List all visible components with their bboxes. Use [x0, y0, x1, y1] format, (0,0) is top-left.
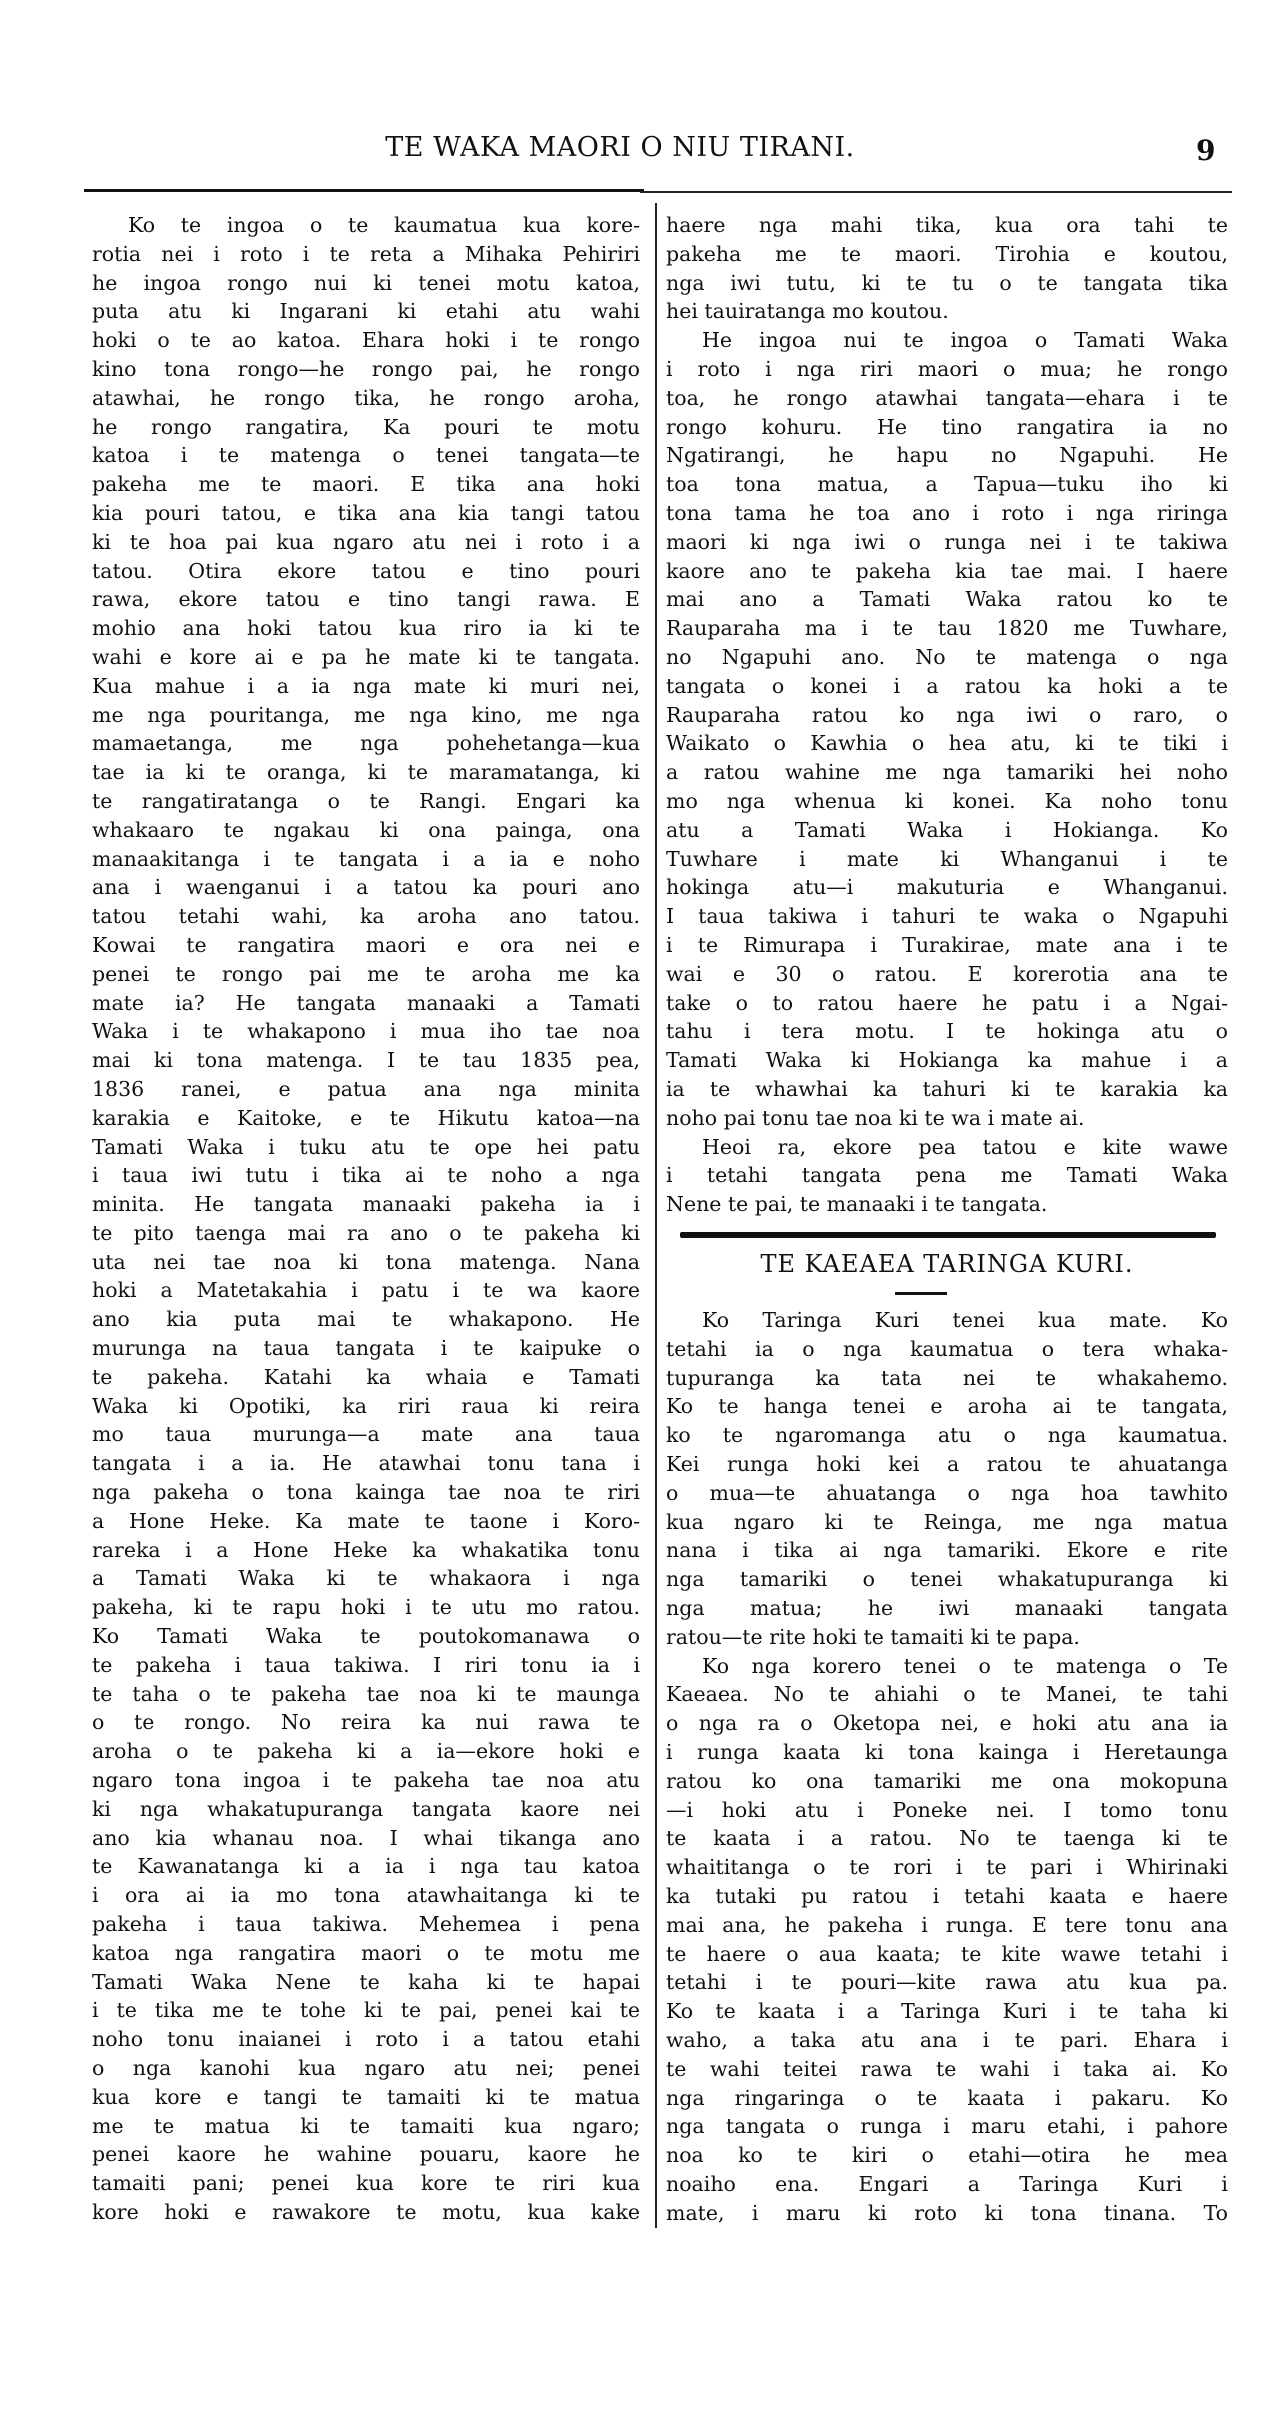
text-line: pakeha me te maori. E tika ana hoki — [92, 472, 640, 497]
text-line: i roto i nga riri maori o mua; he rongo — [666, 356, 1228, 381]
text-line: toa, he rongo atawhai tangata—ehara i te — [666, 385, 1228, 410]
text-line: Kowai te rangatira maori e ora nei e — [92, 932, 640, 957]
text-line: Ngatirangi, he hapu no Ngapuhi. He — [666, 443, 1228, 468]
text-line: rawa, ekore tatou e tino tangi rawa. E — [92, 587, 640, 612]
text-line: Nene te pai, te manaaki i te tangata. — [666, 1192, 1048, 1217]
header-rule — [640, 191, 1232, 193]
text-line: o mua—te ahuatanga o nga hoa tawhito — [666, 1480, 1228, 1505]
text-line: Tuwhare i mate ki Whanganui i te — [666, 846, 1228, 871]
text-line: Tamati Waka ki Hokianga ka mahue i a — [666, 1048, 1228, 1073]
text-line: Kei runga hoki kei a ratou te ahuatanga — [666, 1451, 1228, 1476]
text-line: waho, a taka atu ana i te pari. Ehara i — [666, 2027, 1228, 2052]
text-line: kia pouri tatou, e tika ana kia tangi tatou — [92, 500, 640, 525]
text-line: tahu i tera motu. I te hokinga atu o — [666, 1019, 1228, 1044]
text-line: whakaaro te ngakau ki ona painga, ona — [92, 817, 640, 842]
text-line: i taua iwi tutu i tika ai te noho a nga — [92, 1163, 640, 1188]
second-article-body — [666, 1306, 1228, 2228]
paragraph — [666, 1306, 1228, 1652]
text-line: rongo kohuru. He tino rangatira ia no — [666, 414, 1228, 439]
text-line: Ko Taringa Kuri tenei kua mate. Ko — [702, 1308, 1228, 1332]
text-line: a Hone Heke. Ka mate te taone i Koro- — [92, 1508, 640, 1533]
text-line: mai ano a Tamati Waka ratou ko te — [666, 587, 1228, 612]
text-line: he rongo rangatira, Ka pouri te motu — [92, 414, 640, 439]
text-line: nga pakeha o tona kainga tae noa te riri — [92, 1480, 640, 1505]
paragraph — [666, 1652, 1228, 2228]
text-line: Ko nga korero tenei o te matenga o Te — [702, 1653, 1228, 1678]
heading-rule — [895, 1292, 947, 1295]
text-line: noaiho ena. Engari a Taringa Kuri i — [666, 2171, 1228, 2196]
running-title: TE WAKA MAORI O NIU TIRANI. — [385, 132, 855, 163]
text-line: kua kore e tangi te tamaiti ki te matua — [92, 2084, 640, 2109]
text-line: Ko te hanga tenei e aroha ai te tangata, — [666, 1394, 1228, 1419]
text-line: ano kia whanau noa. I whai tikanga ano — [92, 1825, 640, 1850]
text-line: wahi e kore ai e pa he mate ki te tangata. — [92, 644, 640, 669]
text-line: he ingoa rongo nui ki tenei motu katoa, — [92, 270, 640, 295]
text-line: te haere o aua kaata; te kite wawe tetahi i — [666, 1941, 1228, 1966]
text-line: Tamati Waka i tuku atu te ope hei patu — [92, 1134, 640, 1159]
text-line: mate, i maru ki roto ki tona tinana. To — [666, 2200, 1228, 2225]
text-line: Rauparaha ratou ko nga iwi o raro, o — [666, 702, 1228, 727]
text-line: Heoi ra, ekore pea tatou e kite wawe — [702, 1134, 1228, 1159]
text-line: te rangatiratanga o te Rangi. Engari ka — [92, 788, 640, 813]
text-line: me te matua ki te tamaiti kua ngaro; — [92, 2113, 640, 2138]
text-line: manaakitanga i te tangata i a ia e noho — [92, 846, 640, 871]
paragraph — [666, 326, 1228, 1132]
paragraph — [92, 211, 640, 2227]
text-line: ratou ko ona tamariki me ona mokopuna — [666, 1768, 1228, 1793]
text-line: i ora ai ia mo tona atawhaitanga ki te — [92, 1883, 640, 1908]
text-line: tatou tetahi wahi, ka aroha ano tatou. — [92, 904, 640, 929]
text-line: Ko te kaata i a Taringa Kuri i te taha ki — [666, 1999, 1228, 2024]
text-line: a ratou wahine me nga tamariki hei noho — [666, 760, 1228, 785]
text-line: mohio ana hoki tatou kua riro ia ki te — [92, 616, 640, 641]
text-line: o te rongo. No reira ka nui rawa te — [92, 1710, 640, 1735]
text-line: te pito taenga mai ra ano o te pakeha ki — [92, 1220, 640, 1245]
paragraph — [666, 1133, 1228, 1219]
text-line: a Tamati Waka ki te whakaora i nga — [92, 1566, 640, 1591]
text-line: tangata o konei i a ratou ka hoki a te — [666, 673, 1228, 698]
text-line: 1836 ranei, e patua ana nga minita — [92, 1076, 640, 1101]
text-line: i te Rimurapa i Turakirae, mate ana i te — [666, 932, 1228, 957]
text-line: katoa i te matenga o tenei tangata—te — [92, 443, 640, 468]
text-line: nga iwi tutu, ki te tu o te tangata tika — [666, 270, 1228, 295]
page-number: 9 — [1196, 134, 1216, 167]
text-line: no Ngapuhi ano. No te matenga o nga — [666, 644, 1228, 669]
text-line: puta atu ki Ingarani ki etahi atu wahi — [92, 299, 640, 324]
text-line: hokinga atu—i makuturia e Whanganui. — [666, 875, 1228, 900]
text-line: pakeha i taua takiwa. Mehemea i pena — [92, 1912, 640, 1937]
text-line: ko te ngaromanga atu o nga kaumatua. — [666, 1423, 1228, 1448]
text-line: hei tauiratanga mo koutou. — [666, 299, 949, 324]
header-rule — [84, 189, 644, 192]
text-line: kaore ano te pakeha kia tae mai. I haere — [666, 558, 1228, 583]
text-line: kino tona rongo—he rongo pai, he rongo — [92, 356, 640, 381]
text-line: ia te whawhai ka tahuri ki te karakia ka — [666, 1076, 1228, 1101]
text-line: ka tutaki pu ratou i tetahi kaata e haere — [666, 1883, 1228, 1908]
text-line: Waka ki Opotiki, ka riri raua ki reira — [92, 1393, 640, 1418]
text-line: toa tona matua, a Tapua—tuku iho ki — [666, 472, 1228, 497]
text-line: rotia nei i roto i te reta a Mihaka Pehiriri — [92, 241, 640, 266]
text-line: tangata i a ia. He atawhai tonu tana i — [92, 1451, 640, 1476]
text-line: tupuranga ka tata nei te whakahemo. — [666, 1365, 1228, 1390]
text-line: te pakeha i taua takiwa. I riri tonu ia i — [92, 1652, 640, 1677]
text-line: He ingoa nui te ingoa o Tamati Waka — [702, 328, 1228, 353]
text-line: rareka i a Hone Heke ka whakatika tonu — [92, 1537, 640, 1562]
text-line: nga matua; he iwi manaaki tangata — [666, 1595, 1228, 1620]
text-line: maori ki nga iwi o runga nei i te takiwa — [666, 529, 1228, 554]
text-line: te pakeha. Katahi ka whaia e Tamati — [92, 1364, 640, 1389]
right-column-article — [666, 211, 1228, 1219]
text-line: kua ngaro ki te Reinga, me nga matua — [666, 1509, 1228, 1534]
text-line: mai ki tona matenga. I te tau 1835 pea, — [92, 1048, 640, 1073]
text-line: mate ia? He tangata manaaki a Tamati — [92, 990, 640, 1015]
text-line: ano kia puta mai te whakapono. He — [92, 1307, 640, 1332]
text-line: tetahi ia o nga kaumatua o tera whaka- — [666, 1336, 1228, 1361]
text-line: —i hoki atu i Poneke nei. I tomo tonu — [666, 1797, 1228, 1822]
text-line: noho pai tonu tae noa ki te wa i mate ai. — [666, 1105, 1085, 1130]
text-line: me nga pouritanga, me nga kino, me nga — [92, 702, 640, 727]
column-divider — [655, 203, 657, 2228]
text-line: penei te rongo pai me te aroha me ka — [92, 961, 640, 986]
text-line: i tetahi tangata pena me Tamati Waka — [666, 1163, 1228, 1188]
text-line: mai ana, he pakeha i runga. E tere tonu ana — [666, 1912, 1228, 1937]
text-line: nga tamariki o tenei whakatupuranga ki — [666, 1567, 1228, 1592]
text-line: te kaata i a ratou. No te taenga ki te — [666, 1826, 1228, 1851]
text-line: murunga na taua tangata i te kaipuke o — [92, 1336, 640, 1361]
text-line: wai e 30 o ratou. E korerotia ana te — [666, 961, 1228, 986]
section-heading: TE KAEAEA TARINGA KURI. — [760, 1250, 1134, 1278]
text-line: tae ia ki te oranga, ki te maramatanga, ki — [92, 760, 640, 785]
text-line: o nga ra o Oketopa nei, e hoki atu ana ia — [666, 1711, 1228, 1736]
text-line: te Kawanatanga ki a ia i nga tau katoa — [92, 1854, 640, 1879]
text-line: Kaeaea. No te ahiahi o te Manei, te tahi — [666, 1682, 1228, 1707]
text-line: mo taua murunga—a mate ana taua — [92, 1422, 640, 1447]
text-line: uta nei tae noa ki tona matenga. Nana — [92, 1249, 640, 1274]
text-line: ana i waenganui i a tatou ka pouri ano — [92, 875, 640, 900]
text-line: minita. He tangata manaaki pakeha ia i — [92, 1192, 640, 1217]
text-line: tamaiti pani; penei kua kore te riri kua — [92, 2171, 640, 2196]
text-line: nana i tika ai nga tamariki. Ekore e rite — [666, 1538, 1228, 1563]
text-line: ngaro tona ingoa i te pakeha tae noa atu — [92, 1768, 640, 1793]
text-line: I taua takiwa i tahuri te waka o Ngapuhi — [666, 904, 1228, 929]
text-line: atawhai, he rongo tika, he rongo aroha, — [92, 385, 640, 410]
text-line: Ko te ingoa o te kaumatua kua kore- — [128, 213, 640, 237]
text-line: pakeha, ki te rapu hoki i te utu mo ratou. — [92, 1595, 640, 1620]
text-line: ki nga whakatupuranga tangata kaore nei — [92, 1796, 640, 1821]
text-line: ki te hoa pai kua ngaro atu nei i roto i a — [92, 529, 640, 554]
text-line: haere nga mahi tika, kua ora tahi te — [666, 213, 1228, 237]
section-rule — [680, 1232, 1216, 1238]
text-line: penei kaore he wahine pouaru, kaore he — [92, 2142, 640, 2167]
text-line: Tamati Waka Nene te kaha ki te hapai — [92, 1969, 640, 1994]
left-column-article — [92, 211, 640, 2227]
text-line: take o to ratou haere he patu i a Ngai- — [666, 990, 1228, 1015]
text-line: Ko Tamati Waka te poutokomanawa o — [92, 1624, 640, 1649]
text-line: Waka i te whakapono i mua iho tae noa — [92, 1019, 640, 1044]
text-line: ratou—te rite hoki te tamaiti ki te papa. — [666, 1624, 1080, 1649]
text-line: whaititanga o te rori i te pari i Whirinaki — [666, 1855, 1228, 1880]
text-line: tatou. Otira ekore tatou e tino pouri — [92, 558, 640, 583]
text-line: o nga kanohi kua ngaro atu nei; penei — [92, 2056, 640, 2080]
text-line: i runga kaata ki tona kainga i Heretaunga — [666, 1739, 1228, 1764]
text-line: kore hoki e rawakore te motu, kua kake — [92, 2199, 640, 2224]
text-line: tona tama he toa ano i roto i nga riringa — [666, 500, 1228, 525]
text-line: hoki o te ao katoa. Ehara hoki i te rongo — [92, 328, 640, 353]
text-line: mo nga whenua ki konei. Ka noho tonu — [666, 788, 1228, 813]
text-line: atu a Tamati Waka i Hokianga. Ko — [666, 817, 1228, 842]
text-line: nga tangata o runga i maru etahi, i pahore — [666, 2114, 1228, 2139]
text-line: aroha o te pakeha ki a ia—ekore hoki e — [92, 1739, 640, 1764]
text-line: karakia e Kaitoke, e te Hikutu katoa—na — [92, 1105, 640, 1130]
text-line: Waikato o Kawhia o hea atu, ki te tiki i — [666, 731, 1228, 756]
text-line: tetahi i te pouri—kite rawa atu kua pa. — [666, 1970, 1228, 1995]
text-line: mamaetanga, me nga pohehetanga—kua — [92, 731, 640, 756]
text-line: te taha o te pakeha tae noa ki te maunga — [92, 1681, 640, 1706]
text-line: hoki a Matetakahia i patu i te wa kaore — [92, 1278, 640, 1303]
text-line: Kua mahue i a ia nga mate ki muri nei, — [92, 673, 640, 698]
text-line: noho tonu inaianei i roto i a tatou etahi — [92, 2027, 640, 2052]
text-line: te wahi teitei rawa te wahi i taka ai. Ko — [666, 2056, 1228, 2081]
text-line: katoa nga rangatira maori o te motu me — [92, 1940, 640, 1965]
text-line: pakeha me te maori. Tirohia e koutou, — [666, 241, 1228, 266]
text-line: noa ko te kiri o etahi—otira he mea — [666, 2143, 1228, 2168]
text-line: i te tika me te tohe ki te pai, penei kai te — [92, 1998, 640, 2023]
paragraph — [666, 211, 1228, 326]
text-line: nga ringaringa o te kaata i pakaru. Ko — [666, 2085, 1228, 2110]
text-line: Rauparaha ma i te tau 1820 me Tuwhare, — [666, 616, 1228, 641]
